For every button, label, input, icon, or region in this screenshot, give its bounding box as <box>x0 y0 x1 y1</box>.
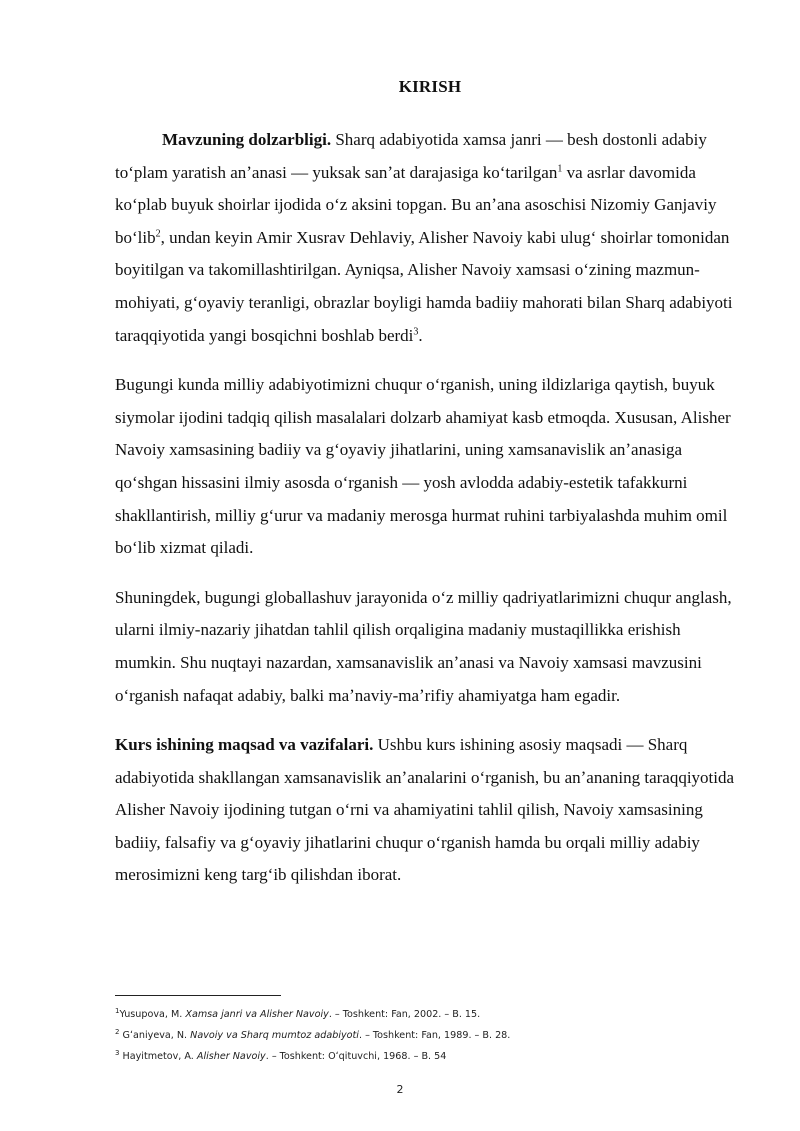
footnote-mark: 1 <box>115 1007 120 1015</box>
paragraph-text: . <box>418 325 423 345</box>
footnote-mark: 2 <box>115 1027 120 1036</box>
footnote-ref: 1 <box>557 162 563 174</box>
footnote-item <box>115 1045 715 1066</box>
paragraph: Shuningdek, bugungi globallashuv jarayonida oʻz milliy qadriyatlarimizni chuqur anglash, ularni ilmiy-nazariy jihatdan tahlil qilish orqaligina madaniy mustaqillikka erishish mumkin. Shu nuqtayi nazardan, xamsanavislik anʼanasi va Navoiy xamsasi mavzusini oʻrganish nafaqat adabiy, balki maʼnaviy-maʼrifiy ahamiyatga ham egadir. <box>115 587 732 705</box>
paragraph-goals <box>115 729 740 892</box>
footnote-separator <box>115 995 281 996</box>
footnote-title: Navoiy va Sharq mumtoz adabiyoti <box>190 1029 359 1041</box>
footnote-title: Alisher Navoiy <box>196 1050 266 1062</box>
paragraph-text: , undan keyin Amir Xusrav Dehlaviy, Alisher Navoiy kabi ulugʻ shoirlar tomonidan boyitilgan va takomillashtirilgan. Ayniqsa, Alisher Navoiy xamsasi oʻzining mazmun-mohiyati, gʻoyaviy teranligi, obrazlar boyligi hamda badiiy mahorati bilan Sharq adabiyoti taraqqiyotida yangi bosqichni boshlab berdi <box>115 227 733 345</box>
paragraph-text: Ushbu kurs ishining asosiy maqsadi — Sharq adabiyotida shakllangan xamsanavislik anʼanalarini oʻrganish, bu anʼananing taraqqiyotida Alisher Navoiy ijodining tutgan oʻrni va ahamiyatini tahlil qilish, Navoiy xamsasining badiiy, falsafiy va gʻoyaviy jihatlarini chuqur oʻrganish hamda bu orqali milliy adabiy merosimizni keng targʻib qilishdan iborat. <box>115 735 735 885</box>
footnote-source: . – Toshkent: Oʻqituvchi, 1968. – B. 54 <box>265 1050 447 1062</box>
page-number: 2 <box>396 1083 404 1096</box>
paragraph-text: Sharq adabiyotida xamsa janri — besh dostonli adabiy toʻplam yaratish anʼanasi — yuksak sanʼat darajasiga koʻtarilgan <box>115 130 707 182</box>
footnote-ref: 3 <box>413 325 419 337</box>
footnote-source: . – Toshkent: Fan, 1989. – B. 28. <box>358 1029 511 1041</box>
paragraph-lead: Kurs ishining maqsad va vazifalari. <box>115 735 374 755</box>
paragraph-lead: Mavzuning dolzarbligi. <box>162 130 332 149</box>
paragraph: Bugungi kunda milliy adabiyotimizni chuqur oʻrganish, uning ildizlariga qaytish, buyuk siymolar ijodini tadqiq qilish masalalari dolzarb ahamiyat kasb etmoqda. Xususan, Alisher Navoiy xamsasining badiiy va gʻoyaviy jihatlarini, uning xamsanavislik anʼanasiga qoʻshgan hissasini ilmiy asosda oʻrganish — yosh avlodda adabiy-estetik tafakkurni shakllantirish, milliy gʻurur va madaniy merosga hurmat ruhini tarbiyalashda muhim omil boʻlib xizmat qiladi. <box>115 375 731 558</box>
footnote-mark: 3 <box>115 1048 120 1057</box>
footnotes <box>115 1003 715 1065</box>
footnote-item <box>115 1024 715 1045</box>
footnote-title: Xamsa janri va Alisher Navoiy <box>185 1009 329 1021</box>
paragraph-text: va asrlar davomida koʻplab buyuk shoirlar ijodida oʻz aksini topgan. Bu anʼana asoschisi Nizomiy Ganjaviy boʻlib <box>115 162 717 247</box>
footnote-ref: 2 <box>155 228 161 240</box>
footnote-author: Yusupova, M. <box>119 1009 186 1021</box>
footnote-source: . – Toshkent: Fan, 2002. – B. 15. <box>328 1009 481 1021</box>
footnote-item <box>115 1003 715 1024</box>
footnote-author: Hayitmetov, A. <box>122 1050 197 1062</box>
body-text <box>115 124 740 892</box>
paragraph-relevance <box>115 124 740 352</box>
section-heading: KIRISH <box>398 77 462 96</box>
footnote-author: Gʻaniyeva, N. <box>122 1029 191 1041</box>
